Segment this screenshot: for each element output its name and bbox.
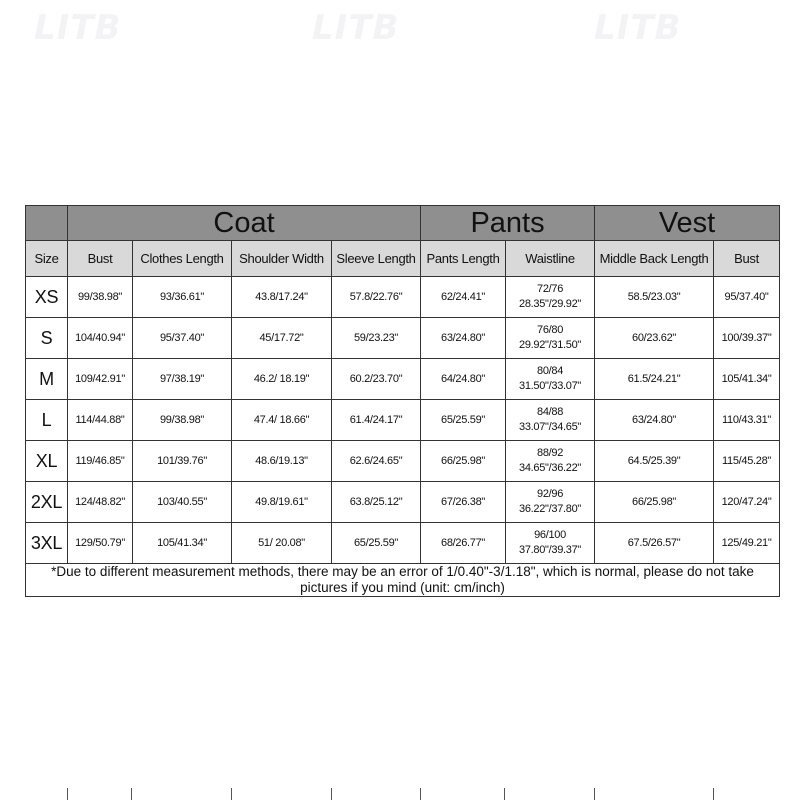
waistline-cm: 72/76 (537, 283, 564, 295)
shoulder-width-cell: 49.8/19.61" (232, 482, 332, 523)
table-row (26, 523, 780, 564)
waistline-inch: 31.50"/33.07" (519, 380, 582, 392)
shoulder-width-cell: 51/ 20.08" (232, 523, 332, 564)
column-header-row (26, 241, 780, 277)
waistline-inch: 28.35"/29.92" (519, 298, 582, 310)
waistline-cm: 92/96 (537, 488, 564, 500)
pants-length-cell: 64/24.80" (421, 359, 506, 400)
group-header-row (26, 206, 780, 241)
waistline-cell (506, 482, 595, 523)
pants-length-cell: 67/26.38" (421, 482, 506, 523)
size-chart-table (25, 205, 780, 597)
clothes-length-cell: 103/40.55" (133, 482, 232, 523)
pants-length-cell: 62/24.41" (421, 277, 506, 318)
waistline-inch: 34.65"/36.22" (519, 462, 582, 474)
waistline-cell (506, 441, 595, 482)
waistline-cm: 88/92 (537, 447, 564, 459)
tick-mark (594, 788, 595, 800)
waistline-inch: 37.80"/39.37" (519, 544, 582, 556)
sleeve-length-cell: 57.8/22.76" (332, 277, 421, 318)
column-header: Waistline (506, 241, 595, 277)
size-cell: S (26, 318, 68, 359)
waistline-inch: 33.07"/34.65" (519, 421, 582, 433)
bottom-tick-marks (0, 788, 800, 800)
waistline-inch: 36.22"/37.80" (519, 503, 582, 515)
vest-bust-cell: 105/41.34" (714, 359, 780, 400)
vest-bust-cell: 120/47.24" (714, 482, 780, 523)
shoulder-width-cell: 45/17.72" (232, 318, 332, 359)
tick-mark (231, 788, 232, 800)
size-cell: XL (26, 441, 68, 482)
sleeve-length-cell: 59/23.23" (332, 318, 421, 359)
waistline-cell (506, 523, 595, 564)
clothes-length-cell: 95/37.40" (133, 318, 232, 359)
shoulder-width-cell: 48.6/19.13" (232, 441, 332, 482)
table-row (26, 318, 780, 359)
group-header-vest: Vest (595, 206, 780, 241)
column-header: Pants Length (421, 241, 506, 277)
middle-back-length-cell: 66/25.98" (595, 482, 714, 523)
size-cell: 2XL (26, 482, 68, 523)
clothes-length-cell: 99/38.98" (133, 400, 232, 441)
column-header: Sleeve Length (332, 241, 421, 277)
column-header: Bust (68, 241, 133, 277)
waistline-cm: 84/88 (537, 406, 564, 418)
middle-back-length-cell: 61.5/24.21" (595, 359, 714, 400)
shoulder-width-cell: 43.8/17.24" (232, 277, 332, 318)
bust-cell: 119/46.85" (68, 441, 133, 482)
waistline-inch: 29.92"/31.50" (519, 339, 582, 351)
measurement-note: *Due to different measurement methods, there may be an error of 1/0.40"-3/1.18", which is normal, please do not take pictures if you mind (unit: cm/inch) (26, 564, 780, 597)
waistline-cell (506, 318, 595, 359)
watermark-logo: LITB (312, 8, 400, 48)
middle-back-length-cell: 64.5/25.39" (595, 441, 714, 482)
waistline-cm: 96/100 (534, 529, 566, 541)
tick-mark (713, 788, 714, 800)
table-row (26, 359, 780, 400)
vest-bust-cell: 115/45.28" (714, 441, 780, 482)
size-rows (26, 277, 780, 564)
tick-mark (67, 788, 68, 800)
group-header-blank (26, 206, 68, 241)
table-row (26, 482, 780, 523)
middle-back-length-cell: 60/23.62" (595, 318, 714, 359)
waistline-cm: 80/84 (537, 365, 564, 377)
size-cell: M (26, 359, 68, 400)
tick-mark (504, 788, 505, 800)
waistline-cell (506, 400, 595, 441)
bust-cell: 114/44.88" (68, 400, 133, 441)
bust-cell: 124/48.82" (68, 482, 133, 523)
shoulder-width-cell: 47.4/ 18.66" (232, 400, 332, 441)
note-row (26, 564, 780, 597)
tick-mark (420, 788, 421, 800)
size-cell: 3XL (26, 523, 68, 564)
vest-bust-cell: 100/39.37" (714, 318, 780, 359)
vest-bust-cell: 125/49.21" (714, 523, 780, 564)
pants-length-cell: 68/26.77" (421, 523, 506, 564)
bust-cell: 104/40.94" (68, 318, 133, 359)
column-header: Size (26, 241, 68, 277)
size-cell: XS (26, 277, 68, 318)
column-header: Bust (714, 241, 780, 277)
waistline-cm: 76/80 (537, 324, 564, 336)
bust-cell: 99/38.98" (68, 277, 133, 318)
size-cell: L (26, 400, 68, 441)
sleeve-length-cell: 65/25.59" (332, 523, 421, 564)
group-header-pants: Pants (421, 206, 595, 241)
sleeve-length-cell: 62.6/24.65" (332, 441, 421, 482)
clothes-length-cell: 97/38.19" (133, 359, 232, 400)
middle-back-length-cell: 67.5/26.57" (595, 523, 714, 564)
middle-back-length-cell: 63/24.80" (595, 400, 714, 441)
waistline-cell (506, 277, 595, 318)
column-header: Clothes Length (133, 241, 232, 277)
tick-mark (131, 788, 132, 800)
clothes-length-cell: 93/36.61" (133, 277, 232, 318)
middle-back-length-cell: 58.5/23.03" (595, 277, 714, 318)
table-row (26, 441, 780, 482)
column-header: Shoulder Width (232, 241, 332, 277)
table-row (26, 400, 780, 441)
pants-length-cell: 63/24.80" (421, 318, 506, 359)
clothes-length-cell: 105/41.34" (133, 523, 232, 564)
sleeve-length-cell: 63.8/25.12" (332, 482, 421, 523)
vest-bust-cell: 95/37.40" (714, 277, 780, 318)
pants-length-cell: 66/25.98" (421, 441, 506, 482)
shoulder-width-cell: 46.2/ 18.19" (232, 359, 332, 400)
bust-cell: 129/50.79" (68, 523, 133, 564)
bust-cell: 109/42.91" (68, 359, 133, 400)
waistline-cell (506, 359, 595, 400)
vest-bust-cell: 110/43.31" (714, 400, 780, 441)
sleeve-length-cell: 60.2/23.70" (332, 359, 421, 400)
tick-mark (331, 788, 332, 800)
clothes-length-cell: 101/39.76" (133, 441, 232, 482)
table-row (26, 277, 780, 318)
group-header-coat: Coat (68, 206, 421, 241)
sleeve-length-cell: 61.4/24.17" (332, 400, 421, 441)
column-header: Middle Back Length (595, 241, 714, 277)
watermark-logo: LITB (34, 8, 122, 48)
watermark-logo: LITB (594, 8, 682, 48)
pants-length-cell: 65/25.59" (421, 400, 506, 441)
